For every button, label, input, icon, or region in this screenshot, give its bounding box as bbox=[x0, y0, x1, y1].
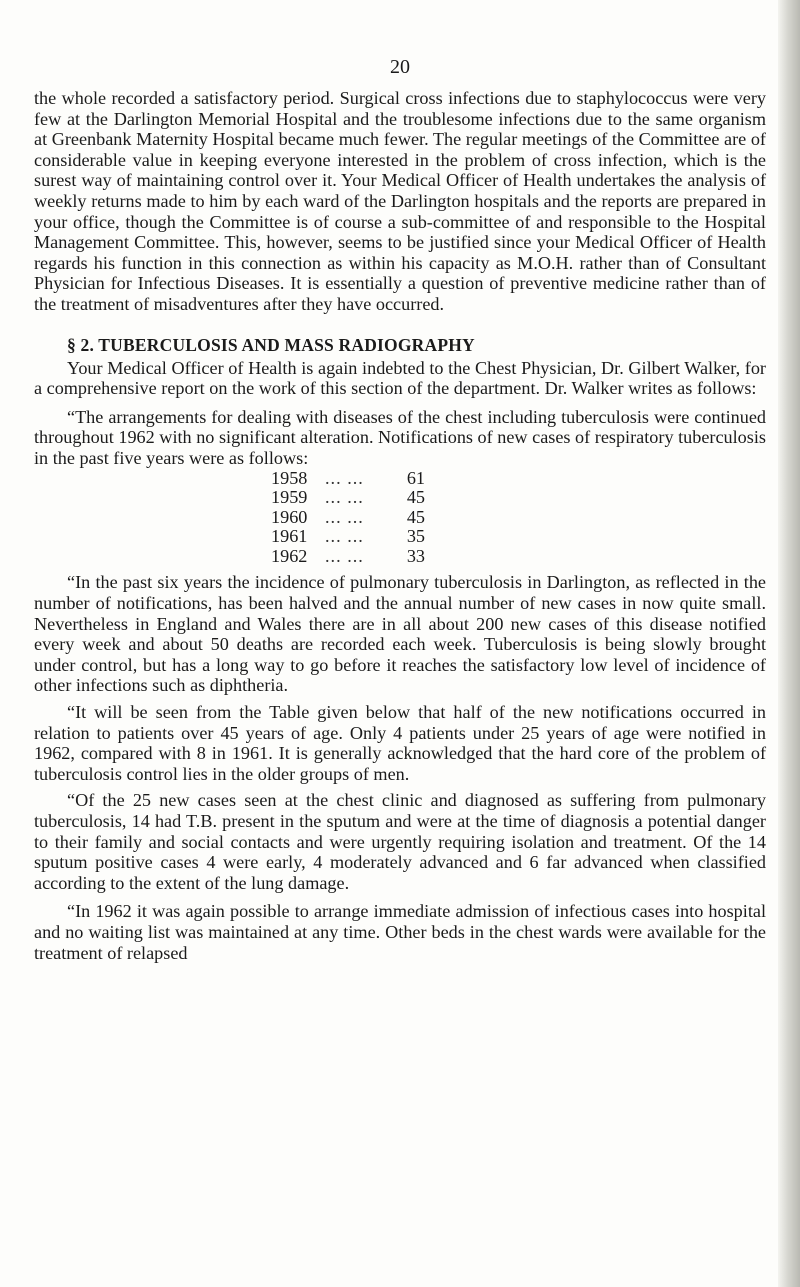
page-edge-shadow bbox=[778, 0, 800, 1287]
year-cell: 1960 bbox=[271, 506, 308, 527]
leader-dots: ... ... bbox=[325, 526, 364, 547]
section-heading-tuberculosis: § 2. TUBERCULOSIS AND MASS RADIOGRAPHY bbox=[67, 334, 475, 355]
notifications-table bbox=[271, 469, 425, 567]
count-cell: 45 bbox=[406, 506, 425, 527]
year-cell: 1961 bbox=[271, 526, 308, 547]
paragraph-incidence: “In the past six years the incidence of pulmonary tuberculosis in Darlington, as reflected in the number of notifications, has been halved and the annual number of new cases in now quite small. Nevertheless in England and Wales there are in all about 200 new cases of this disease notified every week and about 50 deaths are recorded each week. Tuberculosis is being slowly brought under control, but has a long way to go before it reaches the satisfactory low level of incidence of other infections such as diphtheria. bbox=[34, 572, 766, 696]
leader-dots: ... ... bbox=[325, 545, 364, 566]
year-cell: 1962 bbox=[271, 545, 308, 566]
table-row bbox=[271, 527, 425, 547]
table-row bbox=[271, 508, 425, 528]
paragraph-admission: “In 1962 it was again possible to arrange immediate admission of infectious cases into hospital and no waiting list was maintained at any time. Other beds in the chest wards were available for the treatment of relapsed bbox=[34, 901, 766, 963]
table-row bbox=[271, 547, 425, 567]
table-row bbox=[271, 488, 425, 508]
paragraph-arrangements: “The arrangements for dealing with diseases of the chest including tuberculosis were continued throughout 1962 with no significant alteration. Notifications of new cases of respiratory tuberculosis in the past five years were as follows: bbox=[34, 406, 766, 468]
page-body bbox=[34, 88, 766, 963]
leader-dots: ... ... bbox=[325, 467, 364, 488]
paragraph-cross-infection: the whole recorded a satisfactory period. Surgical cross infections due to staphylococcus were very few at the Darlington Memorial Hospital and the troublesome infections due to the same organism at Greenbank Maternity Hospital became much fewer. The regular meetings of the Committee are of considerable value in keeping everyone interested in the problem of cross infection, which is the surest way of maintaining control over it. Your Medical Officer of Health undertakes the analysis of weekly returns made to him by each ward of the Darlington hospitals and the reports are prepared in your office, though the Committee is of course a sub-committee of and responsible to the Hospital Management Committee. This, however, seems to be justified since your Medical Officer of Health regards his function in this connection as within his capacity as M.O.H. rather than of Consultant Physician for Infectious Diseases. It is essentially a question of preventive medicine rather than of the treatment of misadventures after they have occurred. bbox=[34, 88, 766, 314]
paragraph-chest-physician: Your Medical Officer of Health is again indebted to the Chest Physician, Dr. Gilbert Walker, for a comprehensive report on the work of this section of the department. Dr. Walker writes as follows: bbox=[34, 357, 766, 399]
paragraph-table-age: “It will be seen from the Table given below that half of the new notifications occurred in relation to patients over 45 years of age. Only 4 patients under 25 years of age were notified in 1962, compared with 8 in 1961. It is generally acknowledged that the hard core of the problem of tuberculosis control lies in the older groups of men. bbox=[34, 702, 766, 784]
table-row bbox=[271, 469, 425, 489]
count-cell: 35 bbox=[406, 526, 425, 547]
count-cell: 33 bbox=[406, 545, 425, 566]
page-number: 20 bbox=[390, 56, 410, 78]
paragraph-new-cases: “Of the 25 new cases seen at the chest clinic and diagnosed as suffering from pulmonary tuberculosis, 14 had T.B. present in the sputum and were at the time of diagnosis a potential danger to their family and social contacts and were urgently requiring isolation and treatment. Of the 14 sputum positive cases 4 were early, 4 moderately advanced and 6 far advanced when classified according to the extent of the lung damage. bbox=[34, 790, 766, 893]
leader-dots: ... ... bbox=[325, 506, 364, 527]
year-cell: 1958 bbox=[271, 467, 308, 488]
count-cell: 61 bbox=[406, 467, 425, 488]
leader-dots: ... ... bbox=[325, 487, 364, 508]
count-cell: 45 bbox=[406, 487, 425, 508]
year-cell: 1959 bbox=[271, 487, 308, 508]
